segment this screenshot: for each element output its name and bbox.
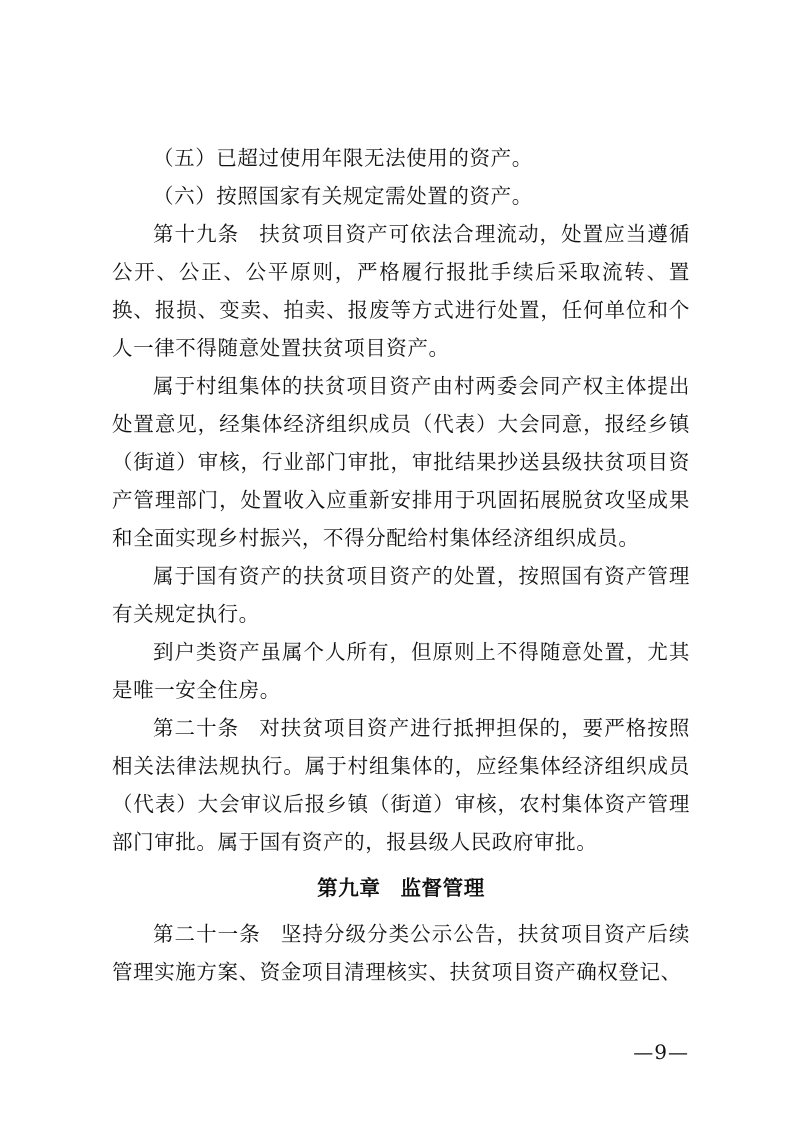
chapter-number: 第九章: [317, 876, 381, 900]
paragraph-state-assets: [112, 557, 690, 633]
paragraph-item-5: [112, 139, 690, 177]
article-19: [112, 215, 690, 367]
paragraph-text: （五）已超过使用年限无法使用的资产。: [153, 146, 533, 170]
article-number: 第二十条: [153, 716, 240, 740]
article-21: [112, 915, 690, 991]
paragraph-household-assets: [112, 633, 690, 709]
paragraph-village-assets: [112, 367, 690, 557]
article-20: [112, 709, 690, 861]
article-number: 第二十一条: [153, 922, 261, 946]
chapter-heading: [112, 861, 690, 915]
paragraph-text: 到户类资产虽属个人所有，但原则上不得随意处置，尤其是唯一安全住房。: [112, 640, 690, 702]
paragraph-text: 对扶贫项目资产进行抵押担保的，要严格按照相关法律法规执行。属于村组集体的，应经集体经济组织成员（代表）大会审议后报乡镇（街道）审核，农村集体资产管理部门审批。属于国有资产的，报县级人民政府审批。: [112, 716, 690, 854]
paragraph-text: 属于村组集体的扶贫项目资产由村两委会同产权主体提出处置意见，经集体经济组织成员（代表）大会同意，报经乡镇（街道）审核，行业部门审批，审批结果抄送县级扶贫项目资产管理部门，处置收入应重新安排用于巩固拓展脱贫攻坚成果和全面实现乡村振兴，不得分配给村集体经济组织成员。: [112, 374, 690, 550]
paragraph-item-6: [112, 177, 690, 215]
paragraph-text: 属于国有资产的扶贫项目资产的处置，按照国有资产管理有关规定执行。: [112, 564, 690, 626]
paragraph-text: （六）按照国家有关规定需处置的资产。: [153, 184, 533, 208]
page-number: —9—: [633, 1040, 689, 1064]
article-number: 第十九条: [153, 222, 240, 246]
document-body: [112, 139, 690, 991]
paragraph-text: 扶贫项目资产可依法合理流动，处置应当遵循公开、公正、公平原则，严格履行报批手续后采取流转、置换、报损、变卖、拍卖、报废等方式进行处置，任何单位和个人一律不得随意处置扶贫项目资产。: [112, 222, 690, 360]
chapter-title: 监督管理: [400, 876, 485, 900]
paragraph-text: 坚持分级分类公示公告，扶贫项目资产后续管理实施方案、资金项目清理核实、扶贫项目资产确权登记、: [112, 922, 691, 984]
